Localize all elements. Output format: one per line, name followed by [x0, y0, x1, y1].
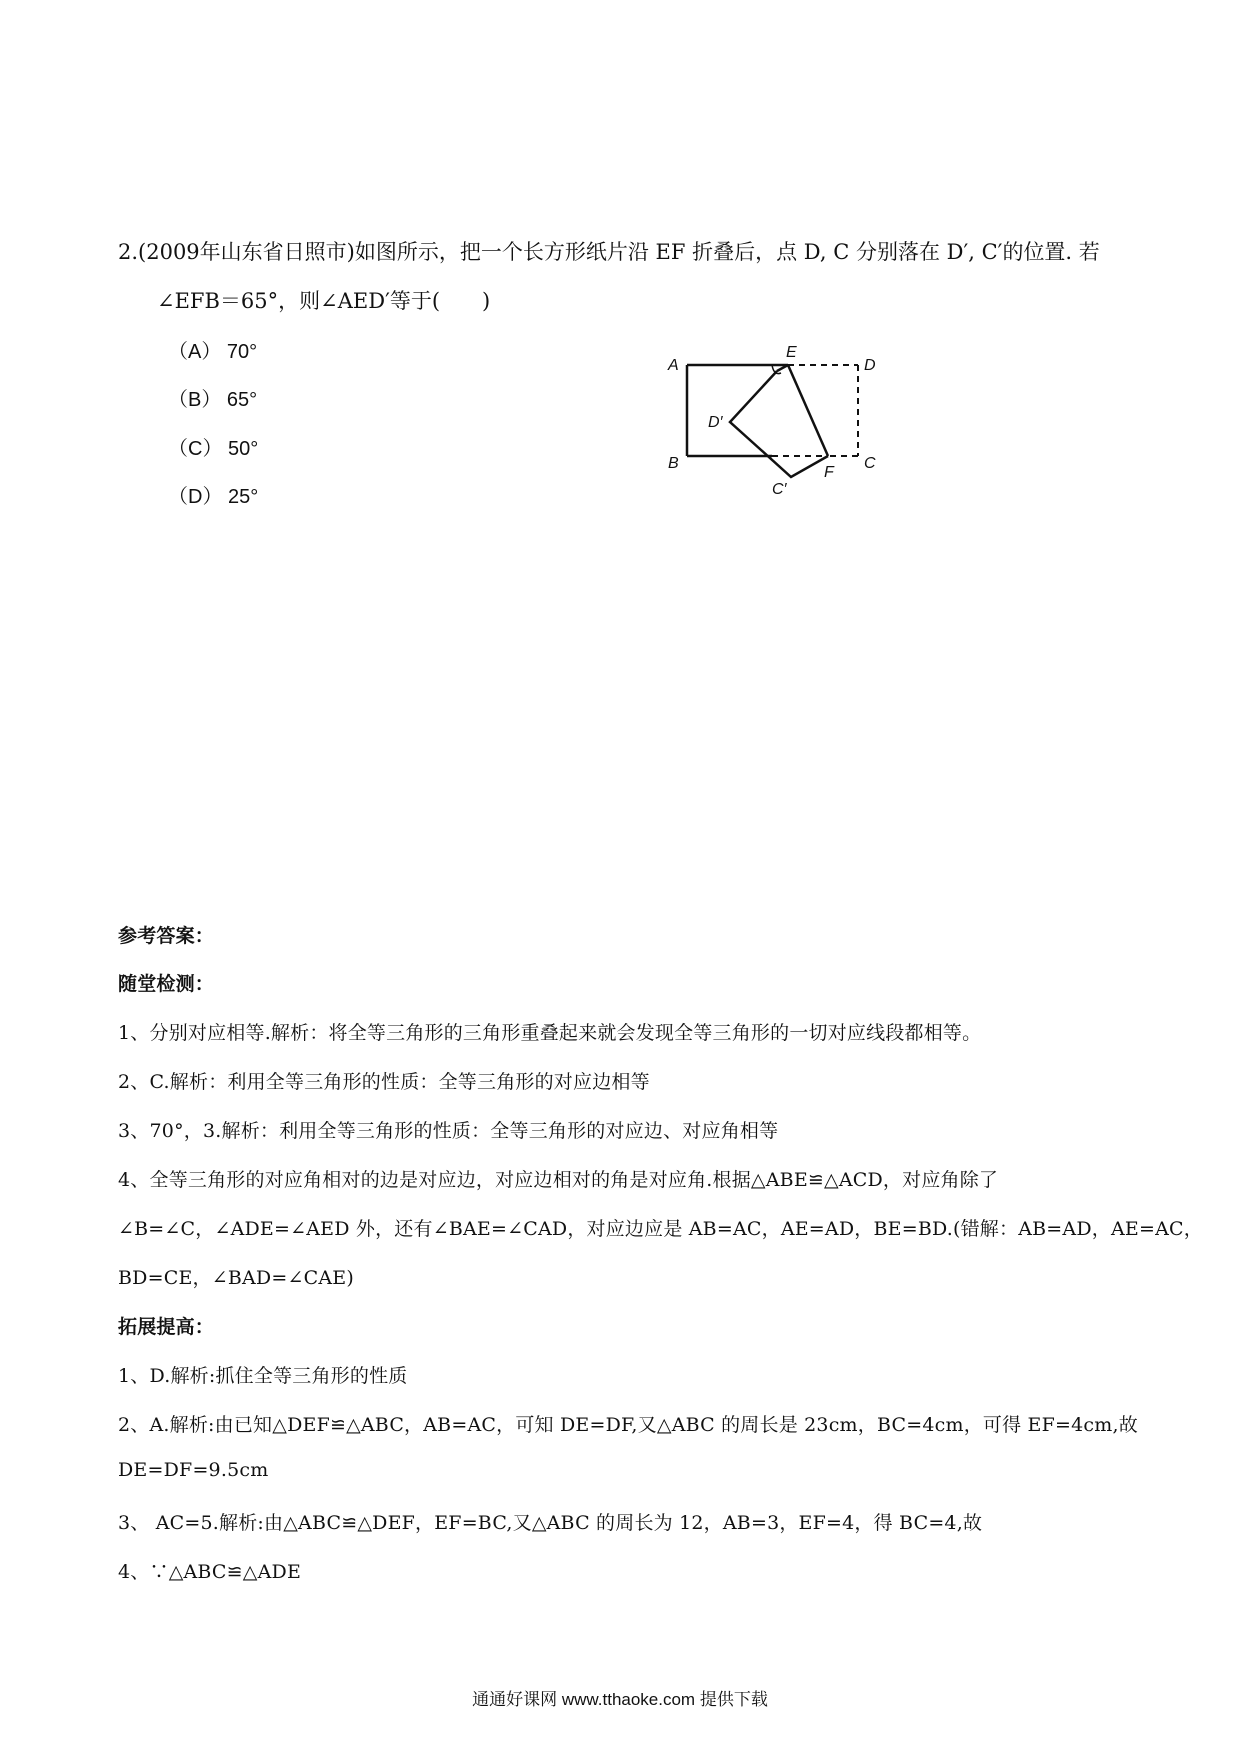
answer-line: 1、D.解析:抓住全等三角形的性质: [118, 1365, 408, 1387]
page-footer: 通通好课网 www.tthaoke.com 提供下载: [472, 1690, 768, 1709]
label-A: A: [668, 357, 679, 374]
fold-line-EF: [788, 365, 828, 456]
folded-rectangle-figure: [660, 338, 890, 508]
answer-line: 3、 AC=5.解析:由△ABC≌△DEF，EF=BC,又△ABC 的周长为 12，AB=3，EF=4，得 BC=4,故: [118, 1512, 983, 1534]
label-F: F: [824, 464, 834, 481]
answer-line: 4、∵△ABC≌△ADE: [118, 1561, 302, 1583]
section-title-extension: 拓展提高：: [118, 1316, 215, 1338]
label-D-prime: D′: [708, 414, 723, 431]
answer-line: 3、70°，3.解析：利用全等三角形的性质：全等三角形的对应边、对应角相等: [118, 1120, 779, 1142]
option-c: （C） 50°: [168, 438, 259, 460]
answer-line: 2、C.解析：利用全等三角形的性质：全等三角形的对应边相等: [118, 1071, 650, 1093]
answer-line: 4、全等三角形的对应角相对的边是对应边，对应边相对的角是对应角.根据△ABE≌△ACD，对应角除了: [118, 1169, 999, 1191]
answer-line: DE=DF=9.5cm: [118, 1459, 269, 1481]
section-title-in-class: 随堂检测：: [118, 973, 215, 995]
label-D: D: [864, 357, 876, 374]
ref-answer-title: 参考答案：: [118, 925, 215, 947]
label-C: C: [864, 455, 876, 472]
label-E: E: [786, 344, 797, 361]
label-C-prime: C′: [772, 481, 787, 498]
label-B: B: [668, 455, 679, 472]
question-line-1: 2.(2009年山东省日照市)如图所示，把一个长方形纸片沿 EF 折叠后，点 D, C 分别落在 D′, C′的位置. 若: [118, 240, 1100, 264]
option-a: （A） 70°: [168, 341, 258, 363]
answer-line: 2、A.解析:由已知△DEF≌△ABC，AB=AC，可知 DE=DF,又△ABC 的周长是 23cm，BC=4cm，可得 EF=4cm,故: [118, 1414, 1138, 1436]
answer-line: BD=CE，∠BAD=∠CAE): [118, 1267, 354, 1289]
option-b: （B） 65°: [168, 389, 258, 411]
option-d: （D） 25°: [168, 486, 259, 508]
answer-line: 1、分别对应相等.解析：将全等三角形的三角形重叠起来就会发现全等三角形的一切对应线段都相等。: [118, 1022, 982, 1044]
answer-line: ∠B=∠C，∠ADE=∠AED 外，还有∠BAE=∠CAD，对应边应是 AB=AC，AE=AD，BE=BD.(错解：AB=AD，AE=AC，: [118, 1218, 1203, 1240]
question-line-2: ∠EFB＝65°，则∠AED′等于( ): [157, 289, 491, 313]
